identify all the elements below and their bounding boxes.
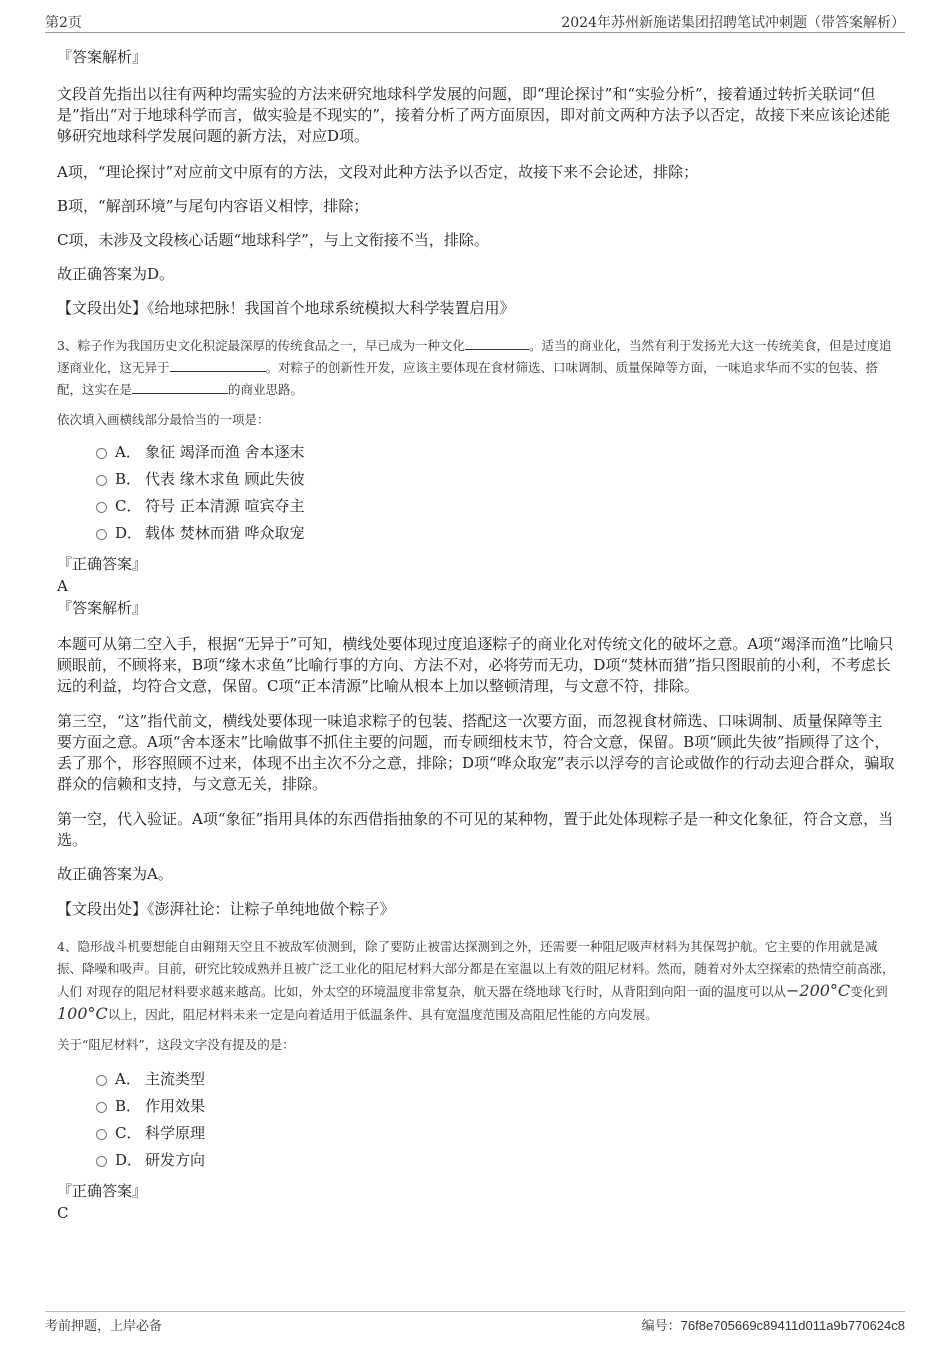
fill-blank bbox=[132, 381, 228, 394]
document-code: 编号：76f8e705669c89411d011a9b770624c8 bbox=[641, 1318, 905, 1334]
analysis-conclusion: 故正确答案为D。 bbox=[57, 265, 175, 283]
analysis-conclusion: 故正确答案为A。 bbox=[57, 865, 173, 883]
option-list bbox=[57, 1066, 897, 1174]
correct-answer: A bbox=[57, 577, 68, 595]
question-stem: 4、隐形战斗机要想能自由翱翔天空且不被敌军侦测到，除了要防止被雷达探测到之外，还需要一种阻尼吸声材料为其保驾护航。它主要的作用就是减振、降噪和吸声。目前，研究比较成熟并且被广泛工业化的阻尼材料大部分都是在室温以上有效的阻尼材料。然而，随着对外太空探索的热情空前高涨， 人们 对现存的阻尼材料要求越来越高。比如，外太空的环境温度非常复杂，航天器在绕地球飞行时，从背阳到向阳一面的温度可以从−200°C变化到100°C以上，因此，阻尼材料未来一定是向着适用于低温条件、具有宽温度范围及高阻尼性能的方向发展。 bbox=[57, 939, 895, 1023]
option-d[interactable]: D． 载体 焚林而猎 哗众取宠 bbox=[57, 520, 897, 547]
option-a[interactable]: A． 象征 竭泽而渔 舍本逐末 bbox=[57, 439, 897, 466]
analysis-paragraph: 文段首先指出以往有两种均需实验的方法来研究地球科学发展的问题，即“理论探讨”和“实验分析”，接着通过转折关联词“但是”指出“对于地球科学而言，做实验是不现实的”，接着分析了两方面原因，即对前文两种方法予以否定，故接下来应该论述能够研究地球科学发展问题的新方法，对应D项。 bbox=[57, 85, 891, 145]
question-prompt: 依次填入画横线部分最恰当的一项是： bbox=[57, 412, 270, 427]
analysis-paragraph: 本题可从第二空入手，根据“无异于”可知，横线处要体现过度追逐粽子的商业化对传统文化的破坏之意。A项“竭泽而渔”比喻只顾眼前，不顾将来，B项“缘木求鱼”比喻行事的方向、方法不对，必将劳而无功，D项“焚林而猎”指只图眼前的小利，不考虑长远的利益，均符合文意，保留。C项“正本清源”比喻从根本上加以整顿清理，与文意不符，排除。 bbox=[57, 635, 894, 695]
analysis-paragraph: B项，“解剖环境”与尾句内容语义相悖，排除； bbox=[57, 197, 369, 215]
answer-analysis-label: 『答案解析』 bbox=[57, 48, 148, 66]
analysis-paragraph: 第三空，“这”指代前文，横线处要体现一味追求粽子的包装、搭配这一次要方面，而忽视食材筛选、口味调制、质量保障等主要方面之意。A项“舍本逐末”比喻做事不抓住主要的问题，而专顾细枝末节，符合文意，保留。B项“顾此失彼”指顾得了这个，丢了那个，形容照顾不过来，体现不出主次不分之意，排除；D项“哗众取宠”表示以浮夸的言论或做作的行动去迎合群众，骗取群众的信赖和支持，与文意无关，排除。 bbox=[57, 712, 895, 793]
page-header bbox=[45, 12, 905, 33]
source-citation: 【文段出处】《澎湃社论：让粽子单纯地做个粽子》 bbox=[57, 900, 395, 918]
analysis-paragraph: A项，“理论探讨”对应前文中原有的方法，文段对此种方法予以否定，故接下来不会论述，排除； bbox=[57, 163, 699, 181]
answer-analysis-label: 『答案解析』 bbox=[57, 599, 148, 617]
radio-button[interactable] bbox=[96, 1102, 107, 1113]
radio-button[interactable] bbox=[96, 1075, 107, 1086]
question-prompt: 关于“阻尼材料”，这段文字没有提及的是： bbox=[57, 1037, 295, 1052]
radio-button[interactable] bbox=[96, 502, 107, 513]
option-d[interactable]: D． 研发方向 bbox=[57, 1147, 897, 1174]
source-citation: 【文段出处】《给地球把脉！我国首个地球系统模拟大科学装置启用》 bbox=[57, 299, 515, 317]
fill-blank bbox=[465, 337, 529, 350]
question-stem: 3、粽子作为我国历史文化积淀最深厚的传统食品之一，早已成为一种文化 。适当的商业化，当然有利于发扬光大这一传统美食，但是过度追逐商业化，这无异于 。对粽子的创新性开发，应该主要体现在食材筛选、口味调制、质量保障等方面，一味追求华而不实的包装、搭配，这实在是 的商业思路。 bbox=[57, 338, 892, 397]
page-content bbox=[57, 36, 897, 1224]
analysis-paragraph: C项，未涉及文段核心话题“地球科学”，与上文衔接不当，排除。 bbox=[57, 231, 489, 249]
footer-slogan: 考前押题，上岸必备 bbox=[45, 1319, 163, 1334]
radio-button[interactable] bbox=[96, 1129, 107, 1140]
option-c[interactable]: C． 符号 正本清源 喧宾夺主 bbox=[57, 493, 897, 520]
option-a[interactable]: A． 主流类型 bbox=[57, 1066, 897, 1093]
radio-button[interactable] bbox=[96, 475, 107, 486]
option-b[interactable]: B． 代表 缘木求鱼 顾此失彼 bbox=[57, 466, 897, 493]
correct-answer-label: 『正确答案』 bbox=[57, 555, 148, 573]
option-b[interactable]: B． 作用效果 bbox=[57, 1093, 897, 1120]
option-list bbox=[57, 439, 897, 547]
page-footer bbox=[45, 1311, 905, 1339]
analysis-paragraph: 第一空，代入验证。A项“象征”指用具体的东西借指抽象的不可见的某种物，置于此处体现粽子是一种文化象征，符合文意，当选。 bbox=[57, 810, 894, 849]
correct-answer: C bbox=[57, 1204, 69, 1222]
temperature-value: −200°C bbox=[785, 981, 851, 1000]
radio-button[interactable] bbox=[96, 529, 107, 540]
page-number: 第2页 bbox=[45, 15, 82, 31]
option-c[interactable]: C． 科学原理 bbox=[57, 1120, 897, 1147]
document-title: 2024年苏州新施诺集团招聘笔试冲刺题（带答案解析） bbox=[561, 15, 905, 31]
radio-button[interactable] bbox=[96, 1156, 107, 1167]
fill-blank bbox=[170, 359, 266, 372]
temperature-value: 100°C bbox=[57, 1004, 108, 1023]
correct-answer-label: 『正确答案』 bbox=[57, 1182, 148, 1200]
radio-button[interactable] bbox=[96, 448, 107, 459]
